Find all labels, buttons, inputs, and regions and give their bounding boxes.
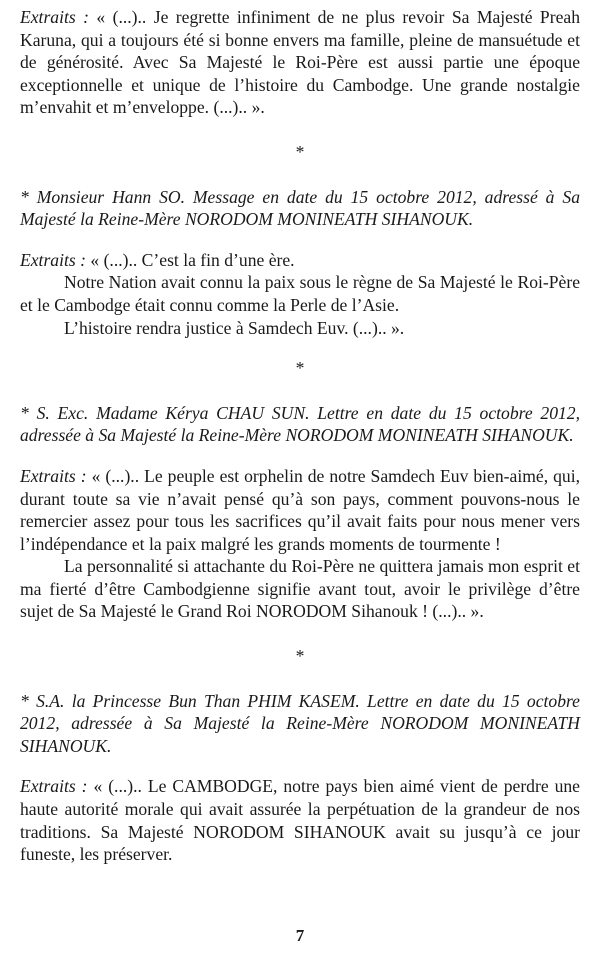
extract-paragraph	[20, 775, 580, 865]
page-body	[20, 6, 580, 866]
page-number: 7	[295, 926, 305, 945]
section-separator: *	[295, 141, 305, 162]
section-heading: * S.A. la Princesse Bun Than PHIM KASEM. Lettre en date du 15 octobre 2012, adressée à Sa Majesté la Reine-Mère NORODOM MONINEATH SIHANOUK.	[20, 690, 580, 756]
section-heading: * S. Exc. Madame Kérya CHAU SUN. Lettre en date du 15 octobre 2012, adressée à Sa Majesté la Reine-Mère NORODOM MONINEATH SIHANOUK.	[20, 402, 580, 446]
section-heading: * Monsieur Hann SO. Message en date du 15 octobre 2012, adressé à Sa Majesté la Reine-Mère NORODOM MONINEATH SIHANOUK.	[20, 186, 580, 230]
body-paragraph: Notre Nation avait connu la paix sous le règne de Sa Majesté le Roi-Père et le Cambodge était connu comme la Perle de l’Asie.	[20, 272, 580, 315]
section-separator: *	[295, 358, 305, 379]
extract-label: Extraits :	[20, 7, 89, 27]
extract-label: Extraits :	[20, 776, 88, 797]
extract-paragraph	[20, 6, 580, 119]
extract-text: « (...).. C’est la fin d’une ère.	[85, 249, 295, 270]
extract-label: Extraits :	[20, 249, 86, 270]
body-paragraph: L’histoire rendra justice à Samdech Euv. (...).. ».	[64, 317, 405, 338]
section-separator: *	[295, 646, 305, 667]
body-paragraph: La personnalité si attachante du Roi-Père ne quittera jamais mon esprit et ma fierté d’être Cambodgienne signifie avant tout, avoir le privilège d’être sujet de Sa Majesté le Grand Roi NORODOM Sihanouk ! (...).. ».	[20, 556, 580, 622]
extract-text: « (...).. Je regrette infiniment de ne plus revoir Sa Majesté Preah Karuna, qui a toujours été si bonne envers ma famille, pleine de mansuétude et de générosité. Avec Sa Majesté le Roi-Père est aussi partie une époque exceptionnelle et unique de l’histoire du Cambodge. Une grande nostalgie m’envahit et m’enveloppe. (...).. ».	[20, 7, 580, 118]
extract-text: « (...).. Le peuple est orphelin de notre Samdech Euv bien-aimé, qui, durant toute sa vie n’avait pensé qu’à son pays, comment pouvons-nous le remercier assez pour tous les sacrifices qu’il avait faits pour nous mener vers l’indépendance et la paix malgré les grands moments de tourmente !	[20, 465, 580, 554]
extract-label: Extraits :	[20, 465, 87, 486]
extract-paragraph	[20, 249, 580, 272]
extract-paragraph	[20, 465, 580, 555]
extract-text: « (...).. Le CAMBODGE, notre pays bien aimé vient de perdre une haute autorité morale qui avait assurée la perpétuation de la grandeur de nos traditions. Sa Majesté NORODOM SIHANOUK avait su jusqu’à ce jour funeste, les préserver.	[20, 776, 580, 865]
